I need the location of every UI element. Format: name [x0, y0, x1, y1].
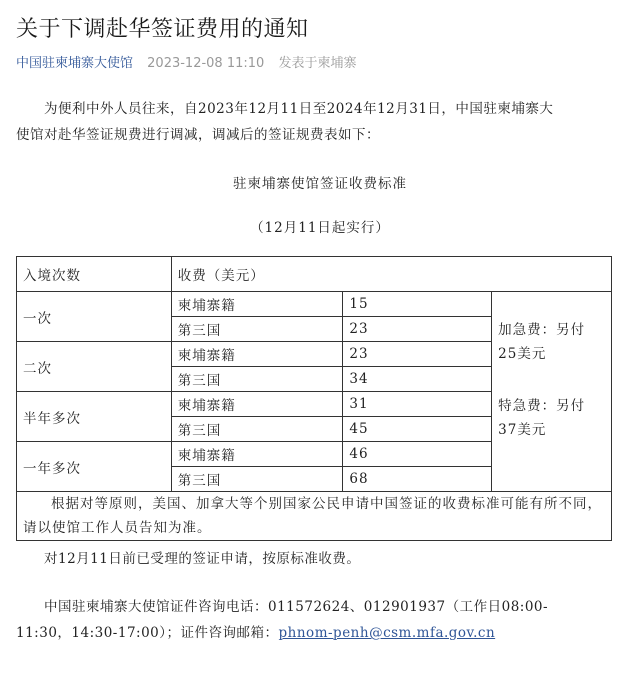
table-note-row [17, 492, 612, 541]
urgent-fee-line1: 加急费：另付 [498, 322, 586, 338]
fee-cell: 15 [343, 292, 492, 317]
publish-location: 发表于柬埔寨 [278, 56, 357, 71]
fee-table [16, 256, 612, 541]
article-meta [16, 52, 356, 71]
entry-cell: 一年多次 [17, 442, 172, 492]
express-fee-line2: 37美元 [498, 422, 547, 438]
fee-cell: 23 [343, 342, 492, 367]
intro-line-2: 使馆对赴华签证规费进行调减，调减后的签证规费表如下： [16, 127, 380, 143]
fee-cell: 68 [343, 467, 492, 492]
source-link[interactable]: 中国驻柬埔寨大使馆 [16, 56, 134, 71]
contact-hours-and-label: 11:30，14:30-17:00）；证件咨询邮箱： [16, 625, 279, 641]
intro-line-1: 为便利中外人员往来，自2023年12月11日至2024年12月31日，中国驻柬埔寨大 [44, 101, 554, 117]
nationality-cell: 第三国 [171, 317, 343, 342]
entry-cell: 一次 [17, 292, 172, 342]
col-header-entries: 入境次数 [17, 257, 172, 292]
surcharge-cell [492, 292, 612, 492]
entry-cell: 半年多次 [17, 392, 172, 442]
nationality-cell: 柬埔寨籍 [171, 342, 343, 367]
nationality-cell: 柬埔寨籍 [171, 442, 343, 467]
old-applications-paragraph [16, 546, 622, 572]
contact-paragraph [16, 594, 622, 646]
fee-cell: 34 [343, 367, 492, 392]
contact-line-2 [16, 620, 622, 646]
express-fee-line1: 特急费：另付 [498, 398, 586, 414]
intro-paragraph [16, 96, 622, 148]
table-title: 驻柬埔寨使馆签证收费标准 [233, 176, 407, 192]
nationality-cell: 柬埔寨籍 [171, 292, 343, 317]
table-note: 根据对等原则，美国、加拿大等个别国家公民申请中国签证的收费标准可能有所不同，请以使馆工作人员告知为准。 [17, 492, 612, 541]
contact-line-1: 中国驻柬埔寨大使馆证件咨询电话：011572624、012901937（工作日08:00- [44, 599, 549, 615]
fee-cell: 46 [343, 442, 492, 467]
fee-cell: 31 [343, 392, 492, 417]
urgent-fee-line2: 25美元 [498, 346, 547, 362]
article-title: 关于下调赴华签证费用的通知 [16, 17, 309, 42]
entry-cell: 二次 [17, 342, 172, 392]
contact-email-link[interactable]: phnom-penh@csm.mfa.gov.cn [278, 625, 496, 641]
table-row [17, 292, 612, 317]
old-applications-text: 对12月11日前已受理的签证申请，按原标准收费。 [44, 551, 361, 567]
nationality-cell: 第三国 [171, 417, 343, 442]
table-subtitle: （12月11日起实行） [250, 220, 390, 236]
col-header-fee: 收费（美元） [171, 257, 611, 292]
fee-cell: 45 [343, 417, 492, 442]
nationality-cell: 第三国 [171, 467, 343, 492]
nationality-cell: 柬埔寨籍 [171, 392, 343, 417]
nationality-cell: 第三国 [171, 367, 343, 392]
table-header-row [17, 257, 612, 292]
fee-cell: 23 [343, 317, 492, 342]
publish-time: 2023-12-08 11:10 [147, 56, 265, 71]
